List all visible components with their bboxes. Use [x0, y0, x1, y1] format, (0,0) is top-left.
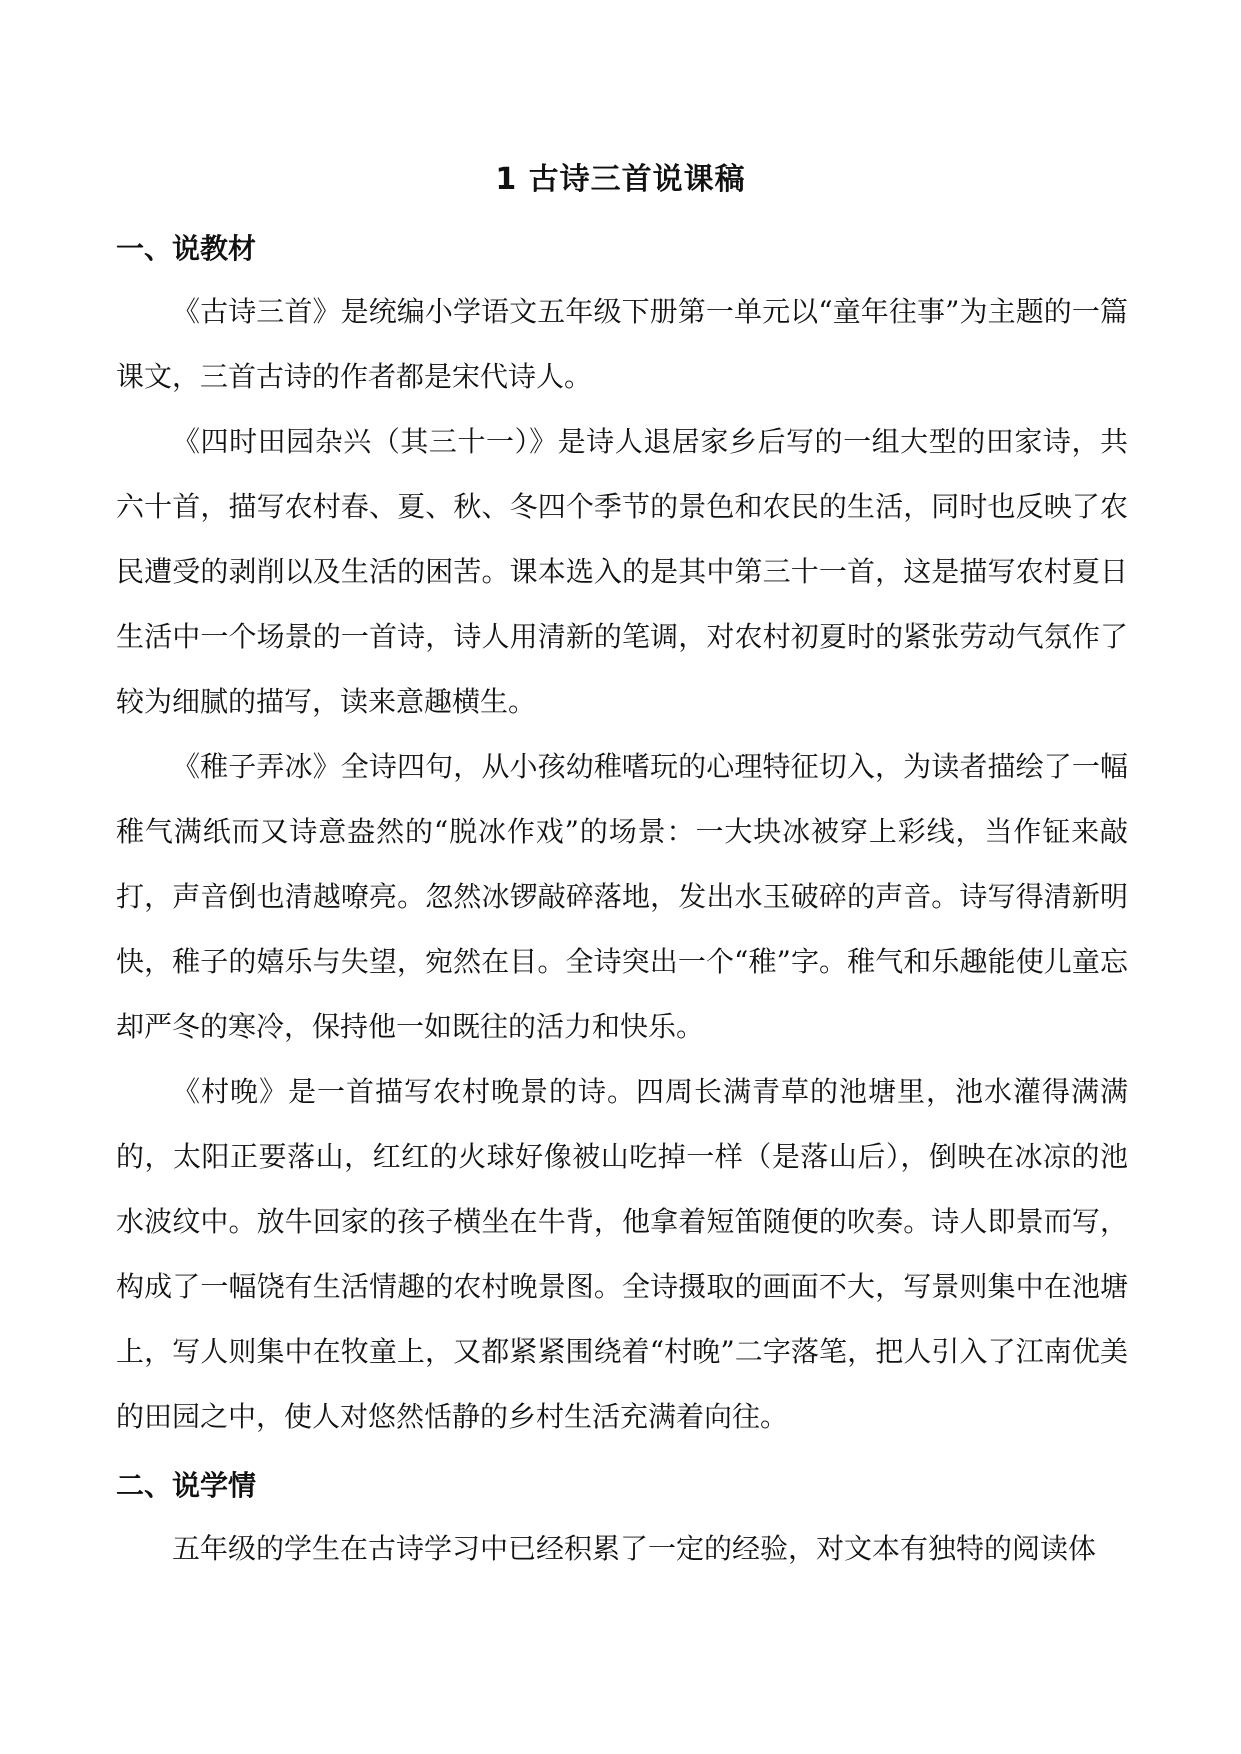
paragraph-poem-zhizi: 《稚子弄冰》全诗四句，从小孩幼稚嗜玩的心理特征切入，为读者描绘了一幅稚气满纸而又诗意盎然的“脱冰作戏”的场景：一大块冰被穿上彩线，当作钲来敲打，声音倒也清越嘹亮。忽然冰锣敲碎落地，发出水玉破碎的声音。诗写得清新明快，稚子的嬉乐与失望，宛然在目。全诗突出一个“稚”字。稚气和乐趣能使儿童忘却严冬的寒冷，保持他一如既往的活力和快乐。 — [116, 750, 1128, 1043]
paragraph-poem-cunwan: 《村晚》是一首描写农村晚景的诗。四周长满青草的池塘里，池水灌得满满的，太阳正要落山，红红的火球好像被山吃掉一样（是落山后），倒映在冰凉的池水波纹中。放牛回家的孩子横坐在牛背，他拿着短笛随便的吹奏。诗人即景而写，构成了一幅饶有生活情趣的农村晚景图。全诗摄取的画面不大，写景则集中在池塘上，写人则集中在牧童上，又都紧紧围绕着“村晚”二字落笔，把人引入了江南优美的田园之中，使人对悠然恬静的乡村生活充满着向往。 — [116, 1075, 1128, 1433]
paragraph-students: 五年级的学生在古诗学习中已经积累了一定的经验，对文本有独特的阅读体 — [172, 1532, 1097, 1565]
paragraph-intro: 《古诗三首》是统编小学语文五年级下册第一单元以“童年往事”为主题的一篇课文，三首古诗的作者都是宋代诗人。 — [116, 295, 1128, 393]
paragraph-poem-sishi: 《四时田园杂兴（其三十一）》是诗人退居家乡后写的一组大型的田家诗，共六十首，描写农村春、夏、秋、冬四个季节的景色和农民的生活，同时也反映了农民遭受的剥削以及生活的困苦。课本选入的是其中第三十一首，这是描写农村夏日生活中一个场景的一首诗，诗人用清新的笔调，对农村初夏时的紧张劳动气氛作了较为细腻的描写，读来意趣横生。 — [116, 425, 1128, 718]
section-heading-textbook: 一、说教材 — [116, 232, 257, 265]
section-heading-students: 二、说学情 — [116, 1469, 257, 1502]
document-title: 1 古诗三首说课稿 — [495, 162, 746, 197]
